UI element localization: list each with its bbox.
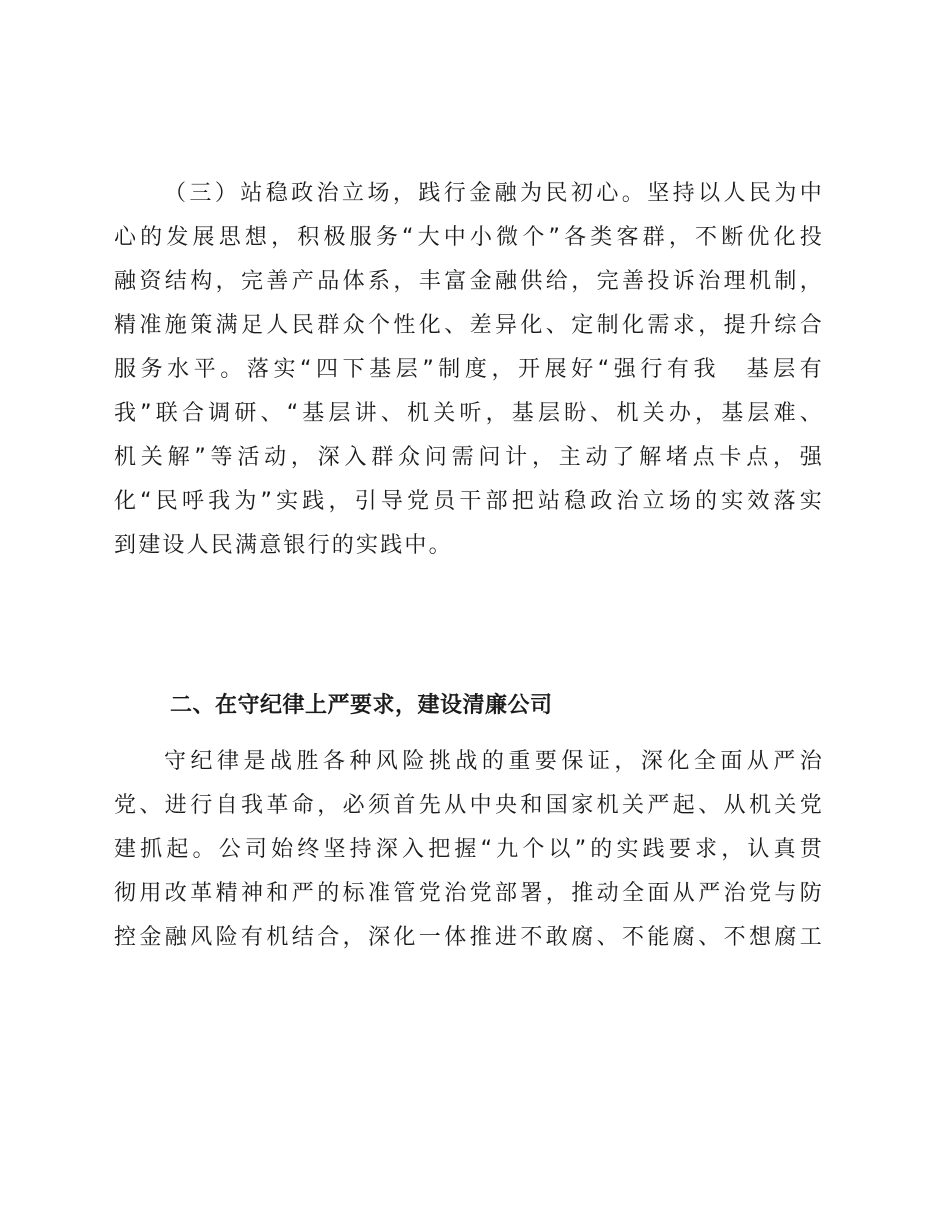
paragraph-section-3: [114, 172, 824, 568]
section-heading: 二、在守纪律上严要求，建设清廉公司: [170, 693, 553, 718]
paragraph-line: 彻用改革精神和严的标准管党治党部署，推动全面从严治党与防: [114, 881, 824, 906]
paragraph-line: 化“民呼我为”实践，引导党员干部把站稳政治立场的实效落实: [114, 489, 824, 514]
paragraph-line: 守纪律是战胜各种风险挑战的重要保证，深化全面从严治: [164, 749, 824, 774]
paragraph-line: 控金融风险有机结合，深化一体推进不敢腐、不能腐、不想腐工: [114, 925, 824, 950]
paragraph-line: 建抓起。公司始终坚持深入把握“九个以”的实践要求，认真贯: [114, 837, 824, 862]
paragraph-line: 党、进行自我革命，必须首先从中央和国家机关严起、从机关党: [114, 793, 824, 818]
paragraph-line: 融资结构，完善产品体系，丰富金融供给，完善投诉治理机制，: [114, 269, 824, 294]
paragraph-section-2-body: [114, 740, 824, 960]
paragraph-line: 机关解”等活动，深入群众问需问计，主动了解堵点卡点，强: [114, 445, 824, 470]
paragraph-line: 到建设人民满意银行的实践中。: [114, 533, 453, 558]
paragraph-line: 我”联合调研、“基层讲、机关听，基层盼、机关办，基层难、: [114, 401, 824, 426]
paragraph-line: 心的发展思想，积极服务“大中小微个”各类客群，不断优化投: [114, 225, 824, 250]
paragraph-line: 服务水平。落实“四下基层”制度，开展好“强行有我 基层有: [114, 357, 824, 382]
paragraph-line: 精准施策满足人民群众个性化、差异化、定制化需求，提升综合: [114, 313, 824, 338]
paragraph-line: （三）站稳政治立场，践行金融为民初心。坚持以人民为中: [164, 181, 824, 206]
